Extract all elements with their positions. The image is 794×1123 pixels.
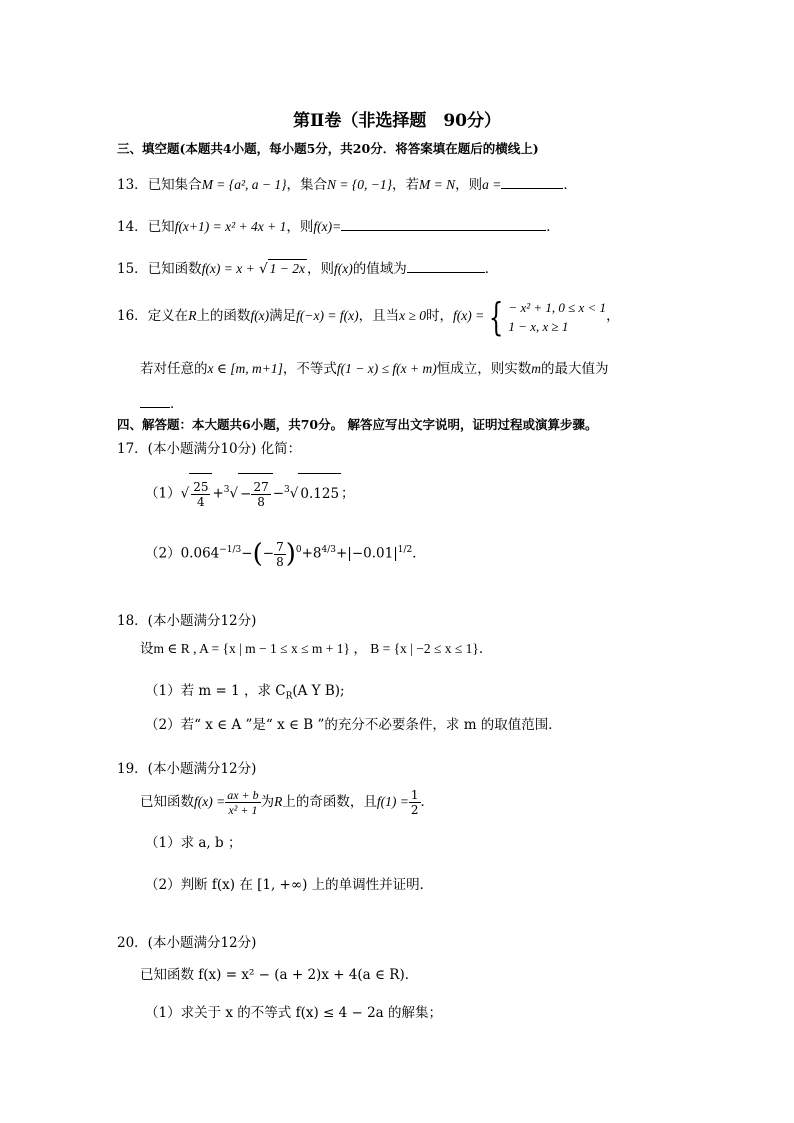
q16-text-e: 时， xyxy=(426,308,454,324)
question-19-setup xyxy=(140,782,434,822)
q13-variable: a = xyxy=(482,177,502,192)
page-title: 第Ⅱ卷（非选择题 90分） xyxy=(293,111,501,131)
q14-text-b: ，则 xyxy=(286,219,314,235)
q15-fx: f(x) xyxy=(334,261,353,276)
q17-base-0064: 0.064 xyxy=(180,545,220,562)
q19-end: ． xyxy=(420,794,435,810)
q19-half-num: 1 xyxy=(410,788,419,802)
q19-text-c: 上的奇函数，且 xyxy=(282,794,377,810)
q14-answer-blank xyxy=(341,216,546,231)
q17-p2-label: （2） xyxy=(145,545,181,562)
q19-R: R xyxy=(274,794,283,809)
q15-text-c: 的值域为 xyxy=(352,261,407,277)
question-16-line-3 xyxy=(140,393,184,413)
q16-text-a: 定义在 xyxy=(147,308,189,324)
question-20-heading: 20．(本小题满分12分) xyxy=(117,935,257,951)
q17-exp-half: 1/2 xyxy=(397,545,413,555)
q17-exp-neg-third: −1/3 xyxy=(219,545,242,555)
q17-radicand-0125: 0.125 xyxy=(298,473,341,514)
q15-text-a: 已知函数 xyxy=(147,261,202,277)
sqrt-sign: √ xyxy=(259,261,268,277)
question-19-part-1: （1）求 a, b ； xyxy=(145,835,242,851)
q15-expression: f(x) = x + xyxy=(201,261,255,276)
q17-minus-3: − xyxy=(241,545,253,562)
q15-radicand: 1 − 2x xyxy=(269,261,306,276)
question-17-heading: 17．(本小题满分10分) 化简： xyxy=(117,441,302,457)
sqrt-sign: √ xyxy=(180,485,190,502)
q18-p1-end: (A Y B); xyxy=(292,683,345,699)
question-17-part-2: $(2)0.064^{-1/3}-(-$ $\frac{7}{8}$ )$^0+8^{4/3}+|-0.01|^{1/2}$． xyxy=(145,539,426,569)
q18-p1-sub: R xyxy=(285,691,293,702)
q17-fraction-25-4 xyxy=(191,480,210,509)
question-16-line-2 xyxy=(140,360,608,378)
q17-p1-label: （1） xyxy=(145,485,181,502)
q14-ask: f(x)= xyxy=(313,219,342,234)
q19-text-b: 为 xyxy=(260,794,275,810)
sqrt-sign: √ xyxy=(289,485,299,502)
q17-minus: − xyxy=(240,485,252,502)
question-19-heading: 19．(本小题满分12分) xyxy=(117,761,257,777)
q16-m: m xyxy=(531,361,541,376)
q18-p1-text: （1）若 m = 1 ，求 C xyxy=(145,683,286,699)
q15-text-b: ，则 xyxy=(307,261,335,277)
q16-fx: f(x) xyxy=(250,308,270,323)
q13-set-n: N = {0, −1} xyxy=(327,177,393,192)
q13-text-d: ，则 xyxy=(455,177,483,193)
question-16 xyxy=(117,294,620,339)
question-15 xyxy=(117,258,498,278)
q16-fx-def: f(x) = xyxy=(453,308,485,323)
q17-minus-2: − xyxy=(272,485,285,502)
q13-set-m: M = {a², a − 1} xyxy=(201,177,287,192)
q16-line2-a: 若对任意的 xyxy=(140,361,208,377)
q19-text-a: 已知函数 xyxy=(140,794,194,810)
q13-end: ． xyxy=(563,177,577,193)
q14-number: 14． xyxy=(117,219,148,235)
question-20-setup: 已知函数 f(x) = x² − (a + 2)x + 4(a ∈ R)． xyxy=(140,967,419,983)
question-18-setup: 设m ∈ R , A = {x | m − 1 ≤ x ≤ m + 1} ， B = {x | −2 ≤ x ≤ 1}． xyxy=(140,641,493,656)
q16-R: R xyxy=(188,308,197,323)
q19-fraction xyxy=(225,788,260,817)
q17-cube-index: 3 xyxy=(223,485,230,495)
q19-half-den: 2 xyxy=(410,803,419,817)
q15-answer-blank xyxy=(407,258,485,273)
q13-text-c: ，若 xyxy=(392,177,420,193)
question-14 xyxy=(117,216,560,236)
q17-num-27: 27 xyxy=(253,479,269,494)
q17-den-8: 8 xyxy=(257,494,265,509)
q16-number: 16． xyxy=(117,308,148,324)
question-18-part-2: （2）若“ x ∈ A ”是“ x ∈ B ”的充分不必要条件，求 m 的取值范围． xyxy=(145,717,562,733)
sqrt-sign: √ xyxy=(229,485,239,502)
q19-numerator: ax + b xyxy=(227,788,259,802)
q16-case-2: 1 − x, x ≥ 1 xyxy=(508,318,569,334)
q16-case-1: − x² + 1, 0 ≤ x < 1 xyxy=(508,299,607,315)
question-17-part-1 xyxy=(145,470,355,514)
section-4-heading: 四、解答题：本大题共6小题，共70分。 解答应写出文字说明，证明过程或演算步骤。 xyxy=(117,417,598,432)
q15-end: ． xyxy=(484,261,499,277)
section-3-heading: 三、填空题(本题共4小题，每小题5分，共20分．将答案填在题后的横线上) xyxy=(117,141,539,156)
q16-line2-d: 的最大值为 xyxy=(540,361,609,377)
q17-cube-index-2: 3 xyxy=(284,485,290,495)
q13-answer-blank xyxy=(501,174,563,189)
q17-p1-end: ； xyxy=(341,485,355,502)
q17-plus-8: +8 xyxy=(301,545,322,562)
q14-text-a: 已知 xyxy=(147,219,175,235)
q19-half xyxy=(409,788,421,817)
q17-p2-end: ． xyxy=(412,545,426,562)
q16-condition: f(−x) = f(x) xyxy=(296,308,359,323)
q14-end: ． xyxy=(546,219,560,235)
q16-text-b: 上的函数 xyxy=(196,308,251,324)
q17-den-4: 4 xyxy=(197,494,205,509)
question-19-part-2: （2）判断 f(x) 在 [1, +∞) 上的单调性并证明． xyxy=(145,877,434,893)
q16-x-nonneg: x ≥ 0 xyxy=(399,308,427,323)
question-18-part-1 xyxy=(145,682,345,706)
q17-num-25: 25 xyxy=(193,479,209,494)
q14-expression: f(x+1) = x² + 4x + 1 xyxy=(174,219,287,234)
q16-answer-blank xyxy=(140,393,170,408)
question-18-heading: 18．(本小题满分12分) xyxy=(117,613,257,629)
q13-text-b: ，集合 xyxy=(286,177,327,193)
q16-piecewise xyxy=(484,294,607,339)
q17-abs-value: +|−0.01| xyxy=(335,545,398,562)
q13-number: 13． xyxy=(117,177,148,193)
q17-plus: + xyxy=(212,485,224,502)
q16-line2-b: ，不等式 xyxy=(282,361,337,377)
q16-interval: x ∈ [m, m+1] xyxy=(207,361,283,376)
q19-f1: f(1) = xyxy=(376,794,409,809)
question-20-part-1: （1）求关于 x 的不等式 f(x) ≤ 4 − 2a 的解集； xyxy=(145,1005,443,1021)
q13-condition: M = N xyxy=(419,177,456,192)
q17-exp-zero: 0 xyxy=(295,545,302,555)
q16-line2-c: 恒成立，则实数 xyxy=(436,361,532,377)
q17-exp-four-thirds: 4/3 xyxy=(321,545,336,555)
q17-fraction-27-8 xyxy=(251,480,270,509)
brace-glyph: { xyxy=(489,294,504,339)
question-13 xyxy=(117,174,577,194)
q15-number: 15． xyxy=(117,261,148,277)
q16-comma: ， xyxy=(606,308,620,324)
q17-num-7: 7 xyxy=(276,539,284,554)
q17-fraction-7-8 xyxy=(274,540,286,569)
q16-text-c: 满足 xyxy=(269,308,297,324)
q19-denominator: x² + 1 xyxy=(228,803,258,817)
q13-text-a: 已知集合 xyxy=(147,177,202,193)
q16-end: ． xyxy=(170,396,184,412)
q16-text-d: ，且当 xyxy=(358,308,400,324)
q17-den-8b: 8 xyxy=(276,554,284,569)
q16-inequality: f(1 − x) ≤ f(x + m) xyxy=(336,361,437,376)
q19-fx: f(x) = xyxy=(194,794,226,809)
